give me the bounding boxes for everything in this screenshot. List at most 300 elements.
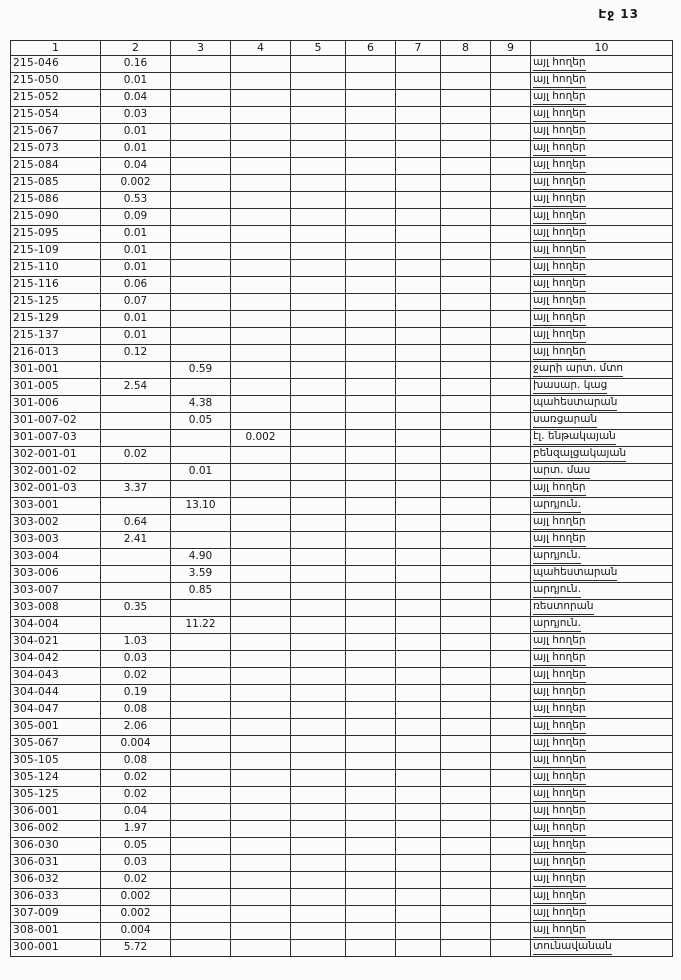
area-value-cell — [231, 379, 291, 396]
area-value-cell — [396, 634, 441, 651]
table-body — [11, 56, 673, 957]
area-value-cell — [171, 804, 231, 821]
area-value-cell — [171, 345, 231, 362]
area-value-cell — [171, 294, 231, 311]
parcel-code-cell: 305-125 — [11, 787, 101, 804]
area-value-cell — [441, 192, 491, 209]
land-type-cell — [531, 634, 673, 651]
area-value-cell — [396, 532, 441, 549]
area-value-cell — [441, 566, 491, 583]
area-value-cell — [171, 192, 231, 209]
land-type-label: այլ հողեր — [533, 822, 586, 835]
area-value-cell — [171, 90, 231, 107]
area-value-cell — [441, 158, 491, 175]
area-value-cell — [291, 804, 346, 821]
table-row — [11, 192, 673, 209]
land-type-cell — [531, 158, 673, 175]
table-row — [11, 651, 673, 668]
area-value-cell — [396, 311, 441, 328]
area-value-cell — [441, 549, 491, 566]
area-value-cell — [171, 770, 231, 787]
area-value-cell — [491, 73, 531, 90]
parcel-code-cell: 215-084 — [11, 158, 101, 175]
land-type-cell — [531, 685, 673, 702]
area-value-cell — [231, 124, 291, 141]
land-type-cell — [531, 583, 673, 600]
land-type-cell — [531, 498, 673, 515]
area-value-cell: 0.01 — [101, 124, 171, 141]
area-value-cell — [231, 107, 291, 124]
area-value-cell — [396, 719, 441, 736]
land-type-cell — [531, 787, 673, 804]
area-value-cell — [491, 209, 531, 226]
table-row — [11, 770, 673, 787]
area-value-cell — [441, 481, 491, 498]
table-row — [11, 719, 673, 736]
area-value-cell — [231, 294, 291, 311]
land-type-label: բենզալցակայան — [533, 448, 626, 461]
area-value-cell — [491, 56, 531, 73]
parcel-code-cell: 302-001-01 — [11, 447, 101, 464]
land-type-cell — [531, 192, 673, 209]
area-value-cell — [231, 396, 291, 413]
area-value-cell — [231, 872, 291, 889]
parcel-code-cell: 215-067 — [11, 124, 101, 141]
area-value-cell — [491, 481, 531, 498]
land-type-label: այլ հողեր — [533, 686, 586, 699]
table-row — [11, 430, 673, 447]
area-value-cell — [171, 532, 231, 549]
land-type-label: այլ հողեր — [533, 890, 586, 903]
area-value-cell — [231, 787, 291, 804]
parcel-code-cell: 304-047 — [11, 702, 101, 719]
table-row — [11, 753, 673, 770]
table-row — [11, 209, 673, 226]
area-value-cell — [346, 90, 396, 107]
area-value-cell — [441, 515, 491, 532]
land-type-cell — [531, 379, 673, 396]
area-value-cell — [231, 753, 291, 770]
area-value-cell — [291, 634, 346, 651]
area-value-cell — [291, 413, 346, 430]
area-value-cell — [171, 889, 231, 906]
land-type-cell — [531, 73, 673, 90]
area-value-cell — [171, 787, 231, 804]
area-value-cell — [346, 719, 396, 736]
area-value-cell: 0.04 — [101, 158, 171, 175]
area-value-cell: 0.59 — [171, 362, 231, 379]
parcel-code-cell: 302-001-02 — [11, 464, 101, 481]
land-type-cell — [531, 753, 673, 770]
area-value-cell — [101, 396, 171, 413]
area-value-cell — [231, 549, 291, 566]
land-type-label: այլ հողեր — [533, 346, 586, 359]
area-value-cell — [396, 940, 441, 957]
area-value-cell — [291, 192, 346, 209]
parcel-code-cell: 215-137 — [11, 328, 101, 345]
area-value-cell — [231, 328, 291, 345]
area-value-cell — [291, 719, 346, 736]
area-value-cell — [441, 634, 491, 651]
land-type-label: խասար. կաց — [533, 380, 607, 393]
area-value-cell — [396, 175, 441, 192]
area-value-cell — [396, 566, 441, 583]
land-type-cell — [531, 515, 673, 532]
area-value-cell — [291, 447, 346, 464]
parcel-code-cell: 301-006 — [11, 396, 101, 413]
land-type-label: այլ հողեր — [533, 788, 586, 801]
area-value-cell — [491, 464, 531, 481]
area-value-cell: 0.03 — [101, 855, 171, 872]
area-value-cell — [171, 260, 231, 277]
land-type-cell — [531, 311, 673, 328]
area-value-cell — [441, 787, 491, 804]
area-value-cell — [291, 430, 346, 447]
area-value-cell — [396, 549, 441, 566]
area-value-cell — [441, 923, 491, 940]
area-value-cell: 0.01 — [101, 260, 171, 277]
area-value-cell — [396, 56, 441, 73]
area-value-cell — [396, 277, 441, 294]
land-type-cell — [531, 566, 673, 583]
land-type-cell — [531, 889, 673, 906]
area-value-cell — [291, 566, 346, 583]
table-row — [11, 277, 673, 294]
table-row — [11, 787, 673, 804]
area-value-cell — [346, 464, 396, 481]
parcel-code-cell: 216-013 — [11, 345, 101, 362]
area-value-cell — [346, 328, 396, 345]
area-value-cell — [231, 821, 291, 838]
table-row — [11, 413, 673, 430]
area-value-cell — [491, 430, 531, 447]
table-row — [11, 889, 673, 906]
area-value-cell — [346, 685, 396, 702]
area-value-cell — [346, 73, 396, 90]
area-value-cell: 0.002 — [101, 175, 171, 192]
area-value-cell — [291, 56, 346, 73]
area-value-cell — [491, 447, 531, 464]
land-type-cell — [531, 56, 673, 73]
area-value-cell — [346, 175, 396, 192]
table-row — [11, 56, 673, 73]
column-header: 5 — [291, 41, 346, 56]
parcel-code-cell: 215-109 — [11, 243, 101, 260]
area-value-cell: 4.90 — [171, 549, 231, 566]
area-value-cell — [441, 600, 491, 617]
area-value-cell — [346, 243, 396, 260]
area-value-cell — [291, 549, 346, 566]
area-value-cell: 0.04 — [101, 804, 171, 821]
area-value-cell — [491, 702, 531, 719]
land-type-label: պահեստարան — [533, 567, 617, 580]
area-value-cell — [291, 464, 346, 481]
area-value-cell — [291, 651, 346, 668]
area-value-cell — [491, 923, 531, 940]
table-row — [11, 566, 673, 583]
area-value-cell: 0.64 — [101, 515, 171, 532]
area-value-cell — [291, 736, 346, 753]
column-header: 8 — [441, 41, 491, 56]
area-value-cell — [291, 294, 346, 311]
parcel-code-cell: 304-044 — [11, 685, 101, 702]
area-value-cell — [396, 90, 441, 107]
table-row — [11, 141, 673, 158]
area-value-cell: 0.02 — [101, 447, 171, 464]
area-value-cell — [396, 821, 441, 838]
area-value-cell — [396, 855, 441, 872]
area-value-cell — [441, 498, 491, 515]
land-type-label: այլ հողեր — [533, 720, 586, 733]
area-value-cell: 0.09 — [101, 209, 171, 226]
area-value-cell — [346, 277, 396, 294]
area-value-cell — [491, 158, 531, 175]
area-value-cell — [346, 651, 396, 668]
area-value-cell: 0.02 — [101, 770, 171, 787]
area-value-cell — [231, 855, 291, 872]
area-value-cell — [171, 175, 231, 192]
area-value-cell — [171, 481, 231, 498]
table-row — [11, 872, 673, 889]
area-value-cell — [171, 243, 231, 260]
table-row — [11, 668, 673, 685]
area-value-cell — [231, 481, 291, 498]
area-value-cell — [441, 413, 491, 430]
parcel-code-cell: 306-030 — [11, 838, 101, 855]
table-row — [11, 821, 673, 838]
area-value-cell — [171, 328, 231, 345]
area-value-cell — [291, 583, 346, 600]
area-value-cell — [231, 447, 291, 464]
area-value-cell — [491, 617, 531, 634]
area-value-cell — [441, 396, 491, 413]
land-type-label: տունավանան — [533, 941, 612, 954]
area-value-cell — [171, 107, 231, 124]
area-value-cell — [441, 651, 491, 668]
area-value-cell — [441, 379, 491, 396]
column-header: 3 — [171, 41, 231, 56]
area-value-cell: 4.38 — [171, 396, 231, 413]
area-value-cell — [171, 719, 231, 736]
land-type-cell — [531, 617, 673, 634]
table-row — [11, 736, 673, 753]
area-value-cell — [441, 260, 491, 277]
area-value-cell — [231, 192, 291, 209]
area-value-cell — [346, 56, 396, 73]
land-type-label: այլ հողեր — [533, 261, 586, 274]
parcel-code-cell: 304-004 — [11, 617, 101, 634]
area-value-cell — [346, 753, 396, 770]
area-value-cell — [396, 379, 441, 396]
area-value-cell — [346, 260, 396, 277]
parcel-code-cell: 303-002 — [11, 515, 101, 532]
area-value-cell — [291, 702, 346, 719]
table-row — [11, 838, 673, 855]
table-row — [11, 243, 673, 260]
land-type-cell — [531, 345, 673, 362]
area-value-cell — [291, 107, 346, 124]
area-value-cell — [491, 583, 531, 600]
parcel-code-cell: 304-021 — [11, 634, 101, 651]
land-type-label: այլ հողեր — [533, 227, 586, 240]
area-value-cell — [396, 243, 441, 260]
area-value-cell — [291, 362, 346, 379]
parcel-code-cell: 215-046 — [11, 56, 101, 73]
area-value-cell — [396, 362, 441, 379]
area-value-cell — [346, 617, 396, 634]
land-type-label: այլ հողեր — [533, 329, 586, 342]
area-value-cell — [396, 447, 441, 464]
area-value-cell — [346, 923, 396, 940]
area-value-cell — [291, 855, 346, 872]
area-value-cell — [396, 651, 441, 668]
area-value-cell — [396, 396, 441, 413]
area-value-cell — [171, 141, 231, 158]
area-value-cell — [396, 345, 441, 362]
area-value-cell — [441, 430, 491, 447]
area-value-cell — [101, 566, 171, 583]
area-value-cell — [231, 260, 291, 277]
area-value-cell: 0.02 — [101, 872, 171, 889]
area-value-cell — [291, 872, 346, 889]
parcel-code-cell: 301-001 — [11, 362, 101, 379]
area-value-cell — [346, 498, 396, 515]
area-value-cell — [346, 532, 396, 549]
area-value-cell — [346, 906, 396, 923]
area-value-cell — [396, 668, 441, 685]
area-value-cell — [441, 175, 491, 192]
table-row — [11, 923, 673, 940]
land-type-label: արդյուն. — [533, 550, 581, 563]
area-value-cell — [291, 175, 346, 192]
table-row — [11, 260, 673, 277]
parcel-code-cell: 306-031 — [11, 855, 101, 872]
area-value-cell — [346, 481, 396, 498]
area-value-cell — [396, 770, 441, 787]
area-value-cell — [441, 753, 491, 770]
land-type-cell — [531, 396, 673, 413]
area-value-cell — [346, 158, 396, 175]
area-value-cell — [291, 311, 346, 328]
parcel-code-cell: 304-042 — [11, 651, 101, 668]
area-value-cell — [491, 940, 531, 957]
area-value-cell — [441, 362, 491, 379]
area-value-cell: 2.54 — [101, 379, 171, 396]
parcel-code-cell: 306-002 — [11, 821, 101, 838]
parcel-code-cell: 215-073 — [11, 141, 101, 158]
area-value-cell — [171, 379, 231, 396]
area-value-cell — [291, 923, 346, 940]
area-value-cell — [396, 141, 441, 158]
area-value-cell — [491, 651, 531, 668]
area-value-cell — [346, 872, 396, 889]
area-value-cell — [396, 124, 441, 141]
area-value-cell — [396, 158, 441, 175]
land-type-cell — [531, 175, 673, 192]
area-value-cell — [346, 209, 396, 226]
parcel-code-cell: 303-001 — [11, 498, 101, 515]
land-type-label: այլ հողեր — [533, 924, 586, 937]
land-type-cell — [531, 702, 673, 719]
area-value-cell — [291, 158, 346, 175]
area-value-cell — [396, 192, 441, 209]
area-value-cell — [441, 872, 491, 889]
area-value-cell — [491, 396, 531, 413]
area-value-cell: 0.07 — [101, 294, 171, 311]
land-type-label: այլ հողեր — [533, 669, 586, 682]
land-type-label: պահեստարան — [533, 397, 617, 410]
table-row — [11, 447, 673, 464]
area-value-cell — [171, 702, 231, 719]
area-value-cell — [291, 328, 346, 345]
area-value-cell — [171, 600, 231, 617]
land-type-label: այլ հողեր — [533, 176, 586, 189]
area-value-cell — [441, 73, 491, 90]
area-value-cell — [291, 940, 346, 957]
area-value-cell: 0.03 — [101, 107, 171, 124]
area-value-cell — [346, 583, 396, 600]
area-value-cell — [291, 753, 346, 770]
area-value-cell — [231, 362, 291, 379]
area-value-cell — [346, 736, 396, 753]
area-value-cell: 2.41 — [101, 532, 171, 549]
area-value-cell — [346, 430, 396, 447]
land-type-label: այլ հողեր — [533, 193, 586, 206]
column-header: 2 — [101, 41, 171, 56]
area-value-cell — [101, 549, 171, 566]
area-value-cell — [491, 362, 531, 379]
parcel-code-cell: 305-001 — [11, 719, 101, 736]
area-value-cell — [171, 668, 231, 685]
area-value-cell — [396, 617, 441, 634]
land-type-label: այլ հողեր — [533, 635, 586, 648]
land-type-cell — [531, 940, 673, 957]
area-value-cell — [231, 515, 291, 532]
area-value-cell — [346, 345, 396, 362]
area-value-cell — [231, 90, 291, 107]
area-value-cell: 0.08 — [101, 702, 171, 719]
area-value-cell — [346, 855, 396, 872]
area-value-cell — [441, 906, 491, 923]
area-value-cell: 3.37 — [101, 481, 171, 498]
area-value-cell — [441, 804, 491, 821]
area-value-cell — [291, 345, 346, 362]
area-value-cell — [231, 73, 291, 90]
area-value-cell — [346, 600, 396, 617]
land-type-label: այլ հողեր — [533, 74, 586, 87]
area-value-cell — [396, 328, 441, 345]
area-value-cell: 0.002 — [231, 430, 291, 447]
area-value-cell — [346, 311, 396, 328]
table-row — [11, 634, 673, 651]
area-value-cell — [441, 532, 491, 549]
table-row — [11, 124, 673, 141]
area-value-cell — [231, 56, 291, 73]
table-row — [11, 600, 673, 617]
area-value-cell — [231, 498, 291, 515]
table-row — [11, 498, 673, 515]
land-type-label: այլ հողեր — [533, 516, 586, 529]
area-value-cell — [491, 770, 531, 787]
area-value-cell — [396, 583, 441, 600]
area-value-cell — [396, 515, 441, 532]
area-value-cell — [231, 838, 291, 855]
table-row — [11, 362, 673, 379]
area-value-cell — [491, 685, 531, 702]
land-type-label: այլ հողեր — [533, 57, 586, 70]
parcel-code-cell: 215-086 — [11, 192, 101, 209]
area-value-cell — [171, 634, 231, 651]
